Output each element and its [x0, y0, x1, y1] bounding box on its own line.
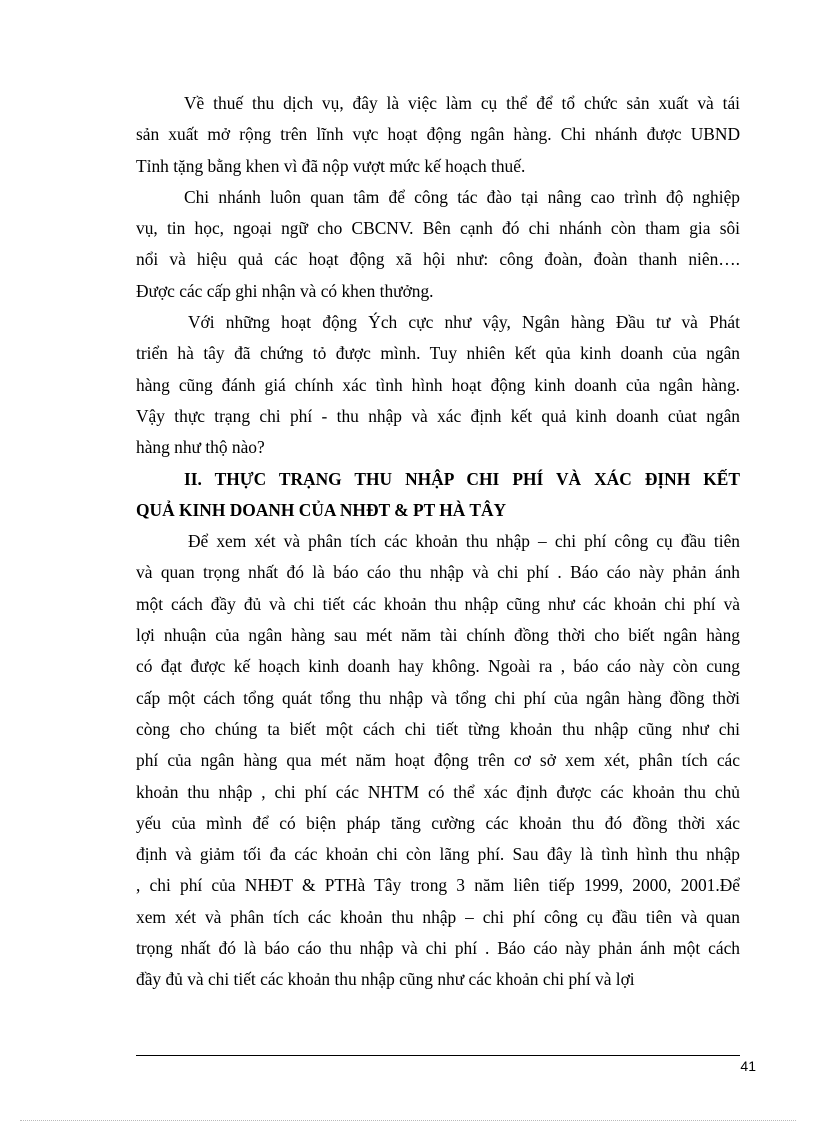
- text-line: hàng cũng đánh giá chính xác tình hình hoạt động kinh doanh của ngân hàng.: [136, 374, 740, 395]
- text-line: hàng như thộ nào?: [136, 437, 265, 458]
- text-line: nổi và hiệu quả các hoạt động xã hội như: công đoàn, đoàn thanh niên….: [136, 249, 740, 270]
- text-line: có đạt được kế hoạch kinh doanh hay không. Ngoài ra , báo cáo này còn cung: [136, 656, 740, 677]
- footer-rule: [136, 1055, 740, 1056]
- text-line: cấp một cách tổng quát tổng thu nhập và tổng chi phí của ngân hàng đồng thời: [136, 687, 740, 708]
- text-line: Được các cấp ghi nhận và có khen thưởng.: [136, 280, 434, 301]
- text-line: Chi nhánh luôn quan tâm để công tác đào tại nâng cao trình độ nghiệp: [184, 186, 740, 207]
- page-content: [136, 88, 740, 996]
- text-line: lợi nhuận của ngân hàng sau mét năm tài chính đồng thời cho biết ngân hàng: [136, 625, 740, 646]
- text-line: triển hà tây đã chứng tỏ được mình. Tuy nhiên kết qủa kinh doanh của ngân: [136, 343, 740, 364]
- text-line: vụ, tin học, ngoại ngữ cho CBCNV. Bên cạnh đó chi nhánh còn tham gia sôi: [136, 218, 740, 239]
- paragraph-training: [136, 182, 740, 307]
- page-number: 41: [740, 1058, 756, 1074]
- heading-line: II. THỰC TRẠNG THU NHẬP CHI PHÍ VÀ XÁC ĐỊNH KẾT: [184, 468, 740, 489]
- text-line: phí của ngân hàng qua mét năm hoạt động trên cơ sở xem xét, phân tích các: [136, 750, 740, 771]
- text-line: , chi phí của NHĐT & PTHà Tây trong 3 năm liên tiếp 1999, 2000, 2001.Để: [136, 875, 740, 896]
- text-line: định và giảm tối đa các khoản chi còn lãng phí. Sau đây là tình hình thu nhập: [136, 844, 740, 865]
- text-line: đầy đủ và chi tiết các khoản thu nhập cũng như các khoản chi phí và lợi: [136, 969, 635, 990]
- text-line: Để xem xét và phân tích các khoản thu nhập – chi phí công cụ đầu tiên: [188, 531, 740, 552]
- paragraph-results: [136, 307, 740, 463]
- text-line: còng cho chúng ta biết một cách chi tiết từng khoản thu nhập cũng như chi: [136, 718, 740, 739]
- text-line: Về thuế thu dịch vụ, đây là việc làm cụ thể để tổ chức sản xuất và tái: [184, 93, 740, 113]
- text-line: xem xét và phân tích các khoản thu nhập – chi phí công cụ đầu tiên và quan: [136, 906, 740, 927]
- text-line: một cách đầy đủ và chi tiết các khoản thu nhập cũng như các khoản chi phí và: [136, 593, 740, 614]
- text-line: Với những hoạt động Ých cực như vậy, Ngân hàng Đầu tư và Phát: [188, 312, 740, 333]
- text-line: Vậy thực trạng chi phí - thu nhập và xác định kết quả kinh doanh củat ngân: [136, 405, 740, 426]
- page-bottom-border: [20, 1120, 796, 1121]
- text-line: yếu của mình để có biện pháp tăng cường các khoản thu đó đồng thời xác: [136, 812, 740, 833]
- paragraph-tax: [136, 88, 740, 182]
- text-line: và quan trọng nhất đó là báo cáo thu nhập và chi phí . Báo cáo này phản ánh: [136, 562, 740, 583]
- text-line: sản xuất mở rộng trên lĩnh vực hoạt động ngân hàng. Chi nhánh được UBND: [136, 124, 740, 145]
- heading-line: QUẢ KINH DOANH CỦA NHĐT & PT HÀ TÂY: [136, 499, 507, 520]
- text-line: trọng nhất đó là báo cáo thu nhập và chi phí . Báo cáo này phản ánh một cách: [136, 938, 740, 959]
- text-line: Tỉnh tặng bằng khen vì đã nộp vượt mức kế hoạch thuế.: [136, 155, 526, 176]
- paragraph-analysis: [136, 526, 740, 995]
- section-heading: [136, 464, 740, 527]
- text-line: khoản thu nhập , chi phí các NHTM có thể xác định được các khoản thu chủ: [136, 781, 740, 802]
